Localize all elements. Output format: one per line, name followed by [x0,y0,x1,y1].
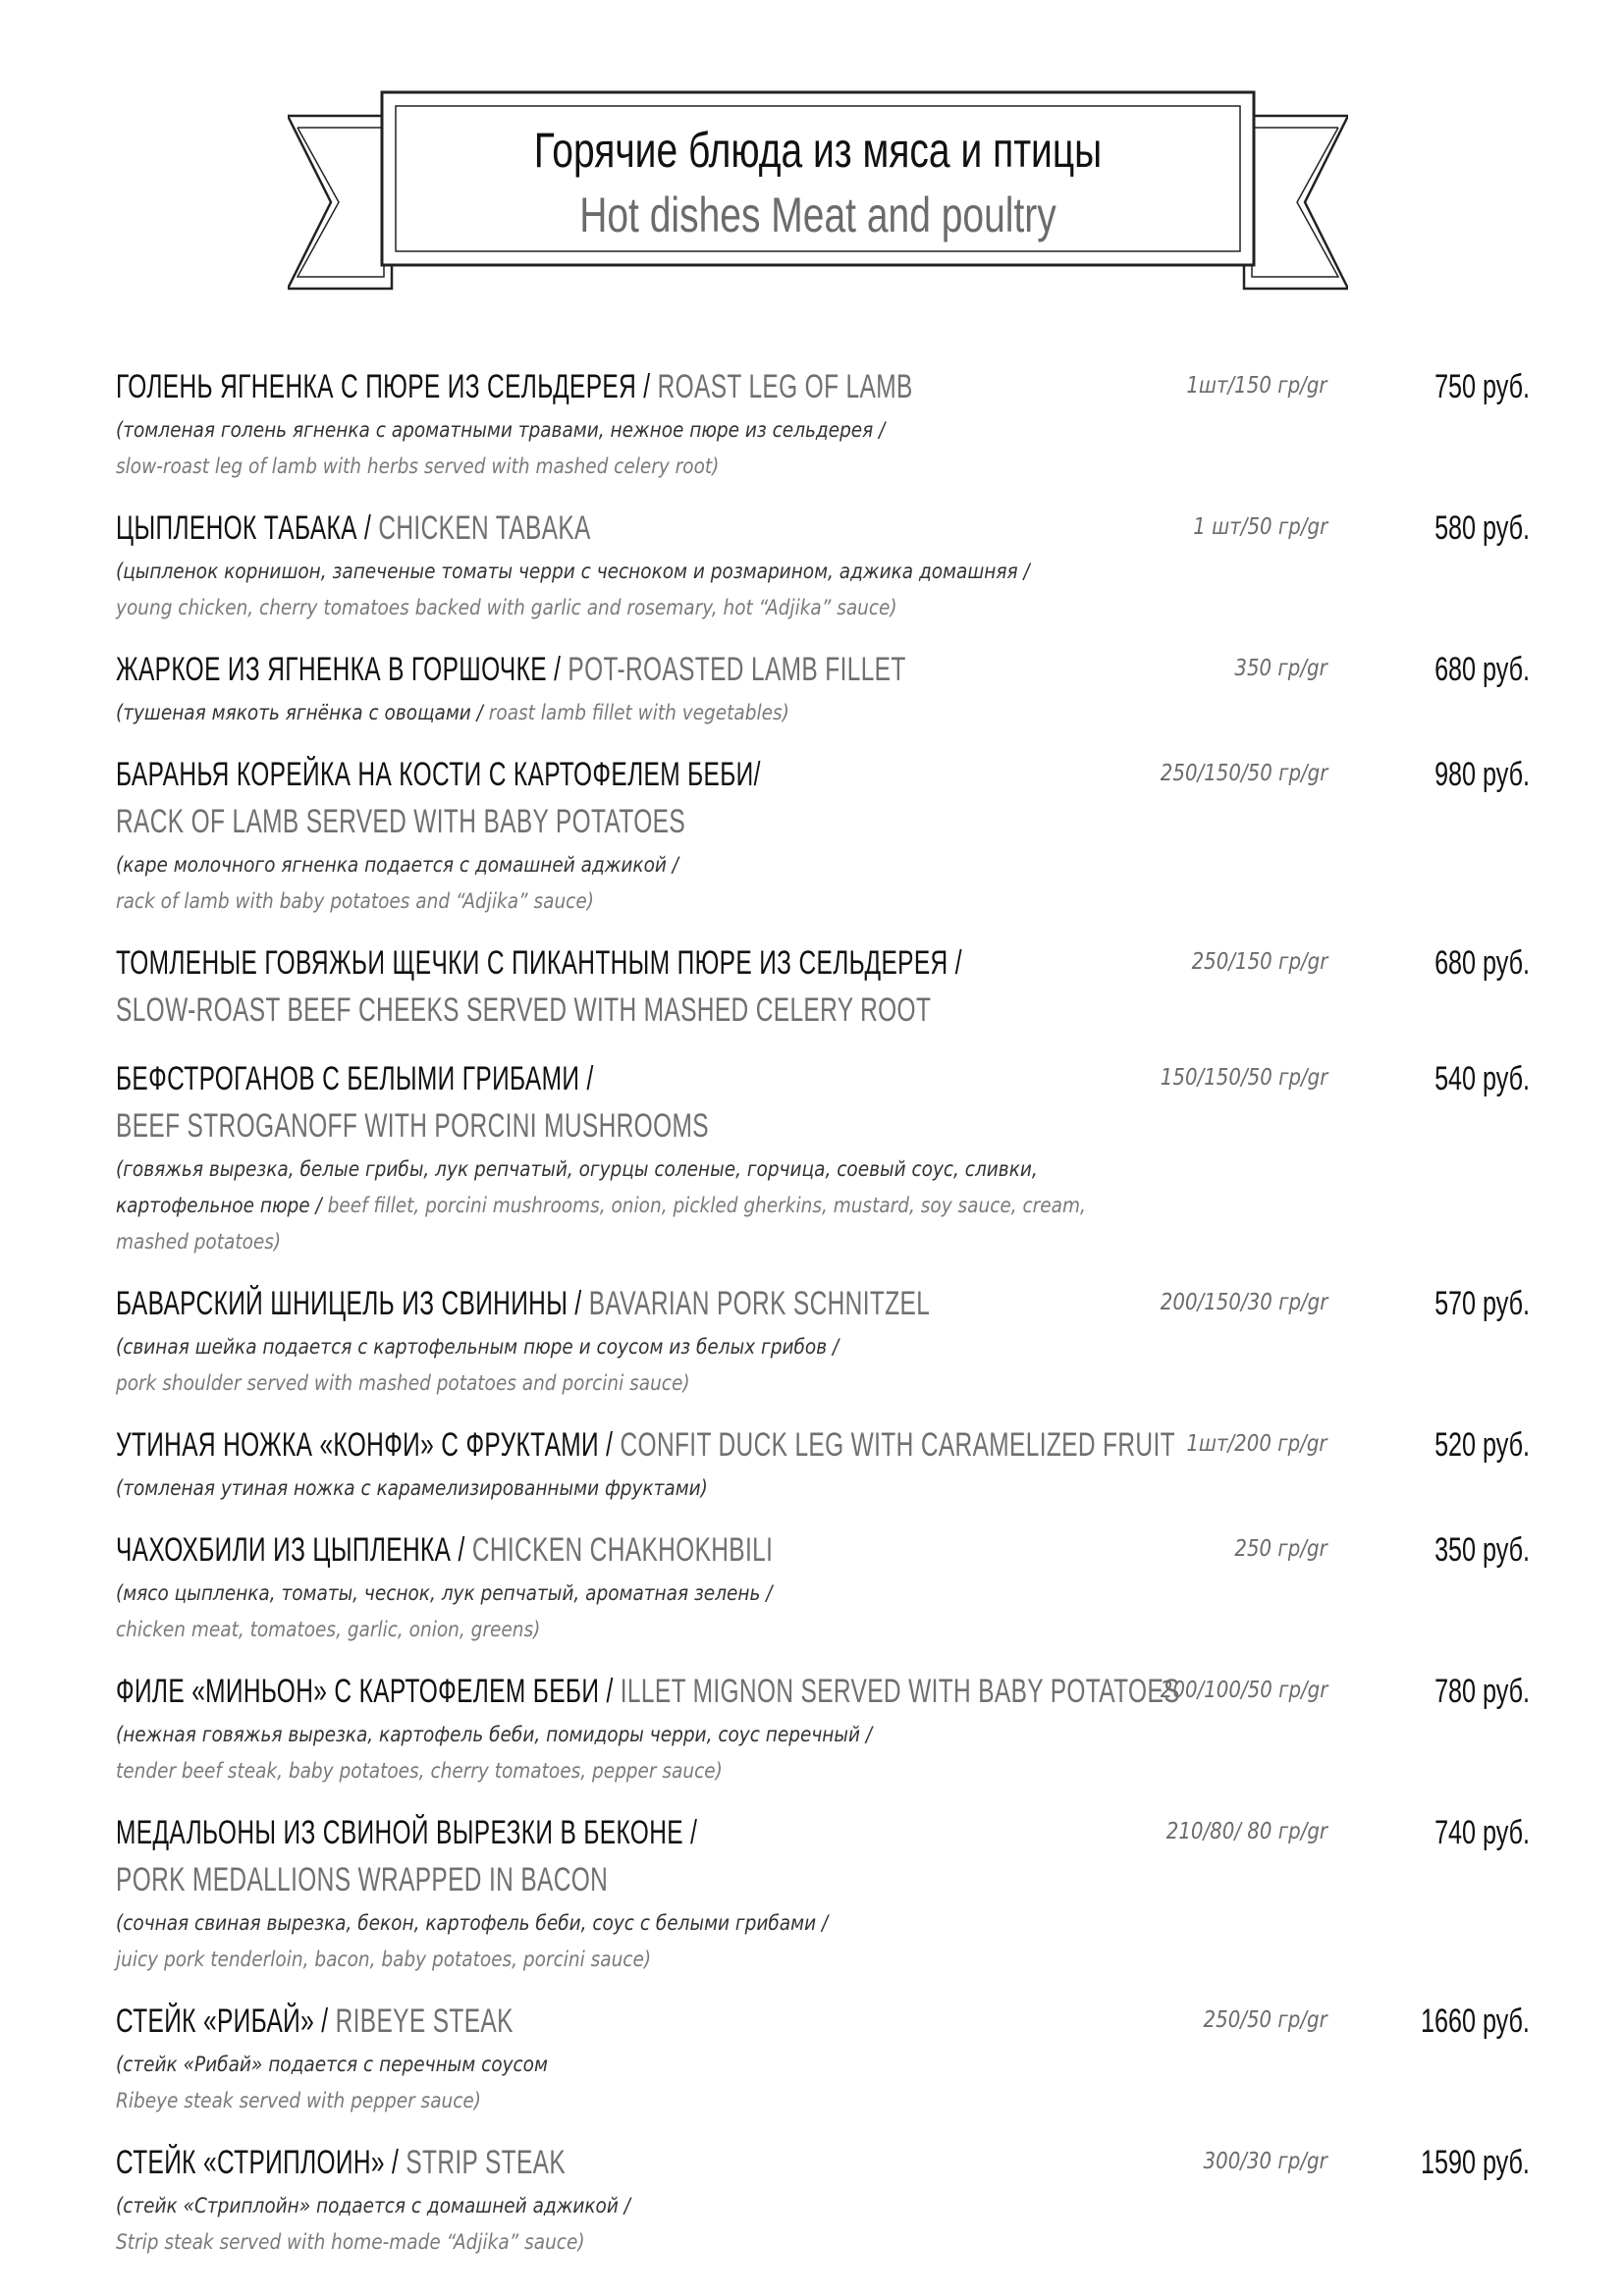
dish-weight: 1 шт/50 гр/gr [1193,514,1327,540]
dish-description-line [116,847,1331,883]
dish-name-separator: / [451,1531,472,1569]
title-en: Hot dishes Meat and poultry [579,187,1056,242]
dish-name [116,1528,773,1572]
dish-description-line [116,1329,1331,1365]
dish-description-line [116,1470,1331,1507]
dish-name-ru: ГОЛЕНЬ ЯГНЕНКА С ПЮРЕ ИЗ СЕЛЬДЕРЕЯ [116,368,637,405]
dish-description-line [116,2083,1331,2119]
dish-description-line [116,883,1331,920]
dish-name-en: CONFIT DUCK LEG WITH CARAMELIZED FRUIT [620,1426,1175,1464]
dish-price: 680 руб. [1435,651,1530,688]
menu-item-header [116,1423,1530,1470]
dish-weight: 1шт/150 гр/gr [1186,373,1327,399]
description-en: beef fillet, porcini mushrooms, onion, pickled gherkins, mustard, soy sauce, cream, [321,1194,1086,1218]
menu-item [116,753,1530,920]
menu-item-header [116,753,1530,800]
dish-name [116,753,761,796]
dish-price: 750 руб. [1435,368,1530,405]
title-ru: Горячие блюда из мяса и птицы [533,123,1103,178]
dish-name [116,2000,514,2043]
dish-name-en: ILLET MIGNON SERVED WITH BABY POTATOES [620,1673,1180,1710]
dish-description-line [116,1151,1331,1188]
dish-name-ru: ТОМЛЕНЫЕ ГОВЯЖЬИ ЩЕЧКИ С ПИКАНТНЫМ ПЮРЕ ИЗ СЕЛЬДЕРЕЯ / [116,944,962,982]
dish-weight: 200/150/30 гр/gr [1160,1290,1327,1315]
menu-item [116,1282,1530,1402]
dish-price: 1590 руб. [1421,2144,1530,2181]
menu-item-header-line2 [116,1858,1530,1905]
dish-name-separator: / [356,509,379,547]
menu-item-header-line2 [116,800,1530,847]
menu-item [116,941,1530,1036]
dish-weight: 250/50 гр/gr [1203,2007,1327,2033]
description-ru: (цыпленок корнишон, запеченые томаты черри с чесноком и розмарином, аджика домашняя / [116,560,1030,584]
menu-item [116,1423,1530,1507]
dish-name-ru: ЧАХОХБИЛИ ИЗ ЦЫПЛЕНКА [116,1531,452,1569]
dish-description-line [116,2224,1331,2261]
dish-name-ru: ЖАРКОЕ ИЗ ЯГНЕНКА В ГОРШОЧКЕ [116,651,547,688]
menu-item-header [116,1811,1530,1858]
dish-name-separator: / [599,1673,621,1710]
description-en: juicy pork tenderloin, bacon, baby potatoes, porcini sauce) [116,1948,652,1972]
menu-item-header-line2 [116,1104,1530,1151]
dish-description-line [116,412,1331,449]
dish-name-separator: / [636,368,658,405]
dish-name-separator: / [546,651,568,688]
description-en: pork shoulder served with mashed potatoes and porcini sauce) [116,1371,690,1396]
dish-name-en [116,800,685,843]
description-ru: (стейк «Стриплойн» подается с домашней аджикой / [116,2194,630,2218]
dish-price: 980 руб. [1435,756,1530,793]
banner-text [519,118,1116,247]
dish-price: 780 руб. [1435,1673,1530,1710]
dish-weight: 1шт/200 гр/gr [1186,1431,1327,1457]
dish-description-line [116,1612,1331,1648]
menu-item [116,365,1530,485]
description-en: tender beef steak, baby potatoes, cherry tomatoes, pepper sauce) [116,1759,723,1784]
dish-weight: 300/30 гр/gr [1203,2149,1327,2174]
menu-item [116,1670,1530,1789]
dish-description-line [116,1575,1331,1612]
dish-name-en: CHICKEN CHAKHOKHBILI [471,1531,774,1569]
description-en: roast lamb fillet with vegetables) [482,701,789,725]
dish-name-en: ROAST LEG OF LAMB [657,368,913,405]
dish-price: 580 руб. [1435,509,1530,547]
dish-price: 570 руб. [1435,1285,1530,1322]
title-banner [288,90,1348,296]
dish-name-separator: / [599,1426,621,1464]
menu-item [116,507,1530,626]
dish-description-line [116,695,1331,731]
dish-description-line [116,1717,1331,1753]
menu-item-header [116,648,1530,695]
dish-name [116,1057,594,1100]
menu-item-header [116,941,1530,988]
dish-name-en-text: BEEF STROGANOFF WITH PORCINI MUSHROOMS [116,1107,709,1145]
menu-list [116,365,1530,2282]
menu-item-header [116,2141,1530,2188]
description-en: slow-roast leg of lamb with herbs served with mashed celery root) [116,454,720,479]
dish-name-en-text: SLOW-ROAST BEEF CHEEKS SERVED WITH MASHED CELERY ROOT [116,991,932,1029]
dish-price: 540 руб. [1435,1060,1530,1097]
dish-name-ru: БАВАРСКИЙ ШНИЦЕЛЬ ИЗ СВИНИНЫ [116,1285,568,1322]
menu-item-header [116,1057,1530,1104]
dish-name [116,1423,1175,1467]
dish-weight: 210/80/ 80 гр/gr [1165,1819,1327,1844]
dish-description-line [116,590,1331,626]
menu-item-header [116,2000,1530,2047]
description-en: Ribeye steak served with pepper sauce) [116,2089,482,2113]
menu-item-header [116,365,1530,412]
dish-description-line [116,1753,1331,1789]
dish-name-ru: ФИЛЕ «МИНЬОН» С КАРТОФЕЛЕМ БЕБИ [116,1673,600,1710]
menu-item-header [116,1528,1530,1575]
dish-name [116,1811,697,1854]
menu-item [116,648,1530,731]
dish-weight: 250/150 гр/gr [1191,949,1327,975]
dish-name [116,1282,930,1325]
description-ru: (мясо цыпленка, томаты, чеснок, лук репчатый, ароматная зелень / [116,1581,773,1606]
description-ru: (говяжья вырезка, белые грибы, лук репчатый, огурцы соленые, горчица, соевый соус, сливки, [116,1157,1038,1182]
dish-name-separator: / [384,2144,406,2181]
description-ru: (томленая голень ягненка с ароматными травами, нежное пюре из сельдерея / [116,418,886,443]
dish-price: 1660 руб. [1421,2002,1530,2040]
dish-name-en: POT-ROASTED LAMB FILLET [568,651,906,688]
dish-description-line [116,1224,1331,1260]
menu-item [116,1811,1530,1978]
description-ru: (стейк «Рибай» подается с перечным соусом [116,2053,548,2077]
dish-description-line [116,1188,1331,1224]
dish-weight: 250 гр/gr [1234,1536,1327,1562]
description-ru: картофельное пюре / [116,1194,322,1218]
description-ru: (нежная говяжья вырезка, картофель беби, помидоры черри, соус перечный / [116,1723,873,1747]
menu-item-header [116,1282,1530,1329]
dish-name-en-text: RACK OF LAMB SERVED WITH BABY POTATOES [116,803,686,840]
dish-name-en: RIBEYE STEAK [335,2002,514,2040]
dish-description-line [116,449,1331,485]
dish-name-separator: / [568,1285,589,1322]
dish-name-ru: БЕФСТРОГАНОВ С БЕЛЫМИ ГРИБАМИ / [116,1060,594,1097]
menu-item-header [116,507,1530,554]
description-en: chicken meat, tomatoes, garlic, onion, greens) [116,1618,541,1642]
dish-name [116,941,962,985]
menu-item-header-line2 [116,988,1530,1036]
dish-description-line [116,1905,1331,1942]
menu-item [116,2000,1530,2119]
dish-name-en: BAVARIAN PORK SCHNITZEL [588,1285,931,1322]
dish-name-en [116,988,931,1032]
dish-name-ru: МЕДАЛЬОНЫ ИЗ СВИНОЙ ВЫРЕЗКИ В БЕКОНЕ / [116,1814,698,1851]
description-en: rack of lamb with baby potatoes and “Adjika” sauce) [116,889,594,914]
description-ru: (тушеная мякоть ягнёнка с овощами / [116,701,483,725]
menu-item [116,2141,1530,2261]
dish-name-en: CHICKEN TABAKA [378,509,591,547]
dish-description-line [116,1365,1331,1402]
menu-item [116,1057,1530,1260]
description-en: Strip steak served with home-made “Adjika” sauce) [116,2230,585,2255]
dish-name [116,365,913,408]
dish-description-line [116,554,1331,590]
dish-price: 350 руб. [1435,1531,1530,1569]
dish-name-ru: БАРАНЬЯ КОРЕЙКА НА КОСТИ С КАРТОФЕЛЕМ БЕБИ/ [116,756,761,793]
dish-description-line [116,2047,1331,2083]
description-ru: (каре молочного ягненка подается с домашней аджикой / [116,853,679,878]
dish-name-ru: СТЕЙК «РИБАЙ» [116,2002,315,2040]
dish-name-separator: / [314,2002,336,2040]
dish-weight: 200/100/50 гр/gr [1160,1678,1327,1703]
description-en: young chicken, cherry tomatoes backed with garlic and rosemary, hot “Adjika” sauce) [116,596,897,620]
dish-name [116,648,906,691]
dish-description-line [116,1942,1331,1978]
dish-weight: 350 гр/gr [1234,656,1327,681]
dish-price: 520 руб. [1435,1426,1530,1464]
description-ru: (сочная свиная вырезка, бекон, картофель беби, соус с белыми грибами / [116,1911,829,1936]
description-en: mashed potatoes) [116,1230,282,1255]
dish-name-en-text: PORK MEDALLIONS WRAPPED IN BACON [116,1861,609,1898]
dish-weight: 250/150/50 гр/gr [1160,761,1327,786]
dish-name-en [116,1858,608,1901]
dish-weight: 150/150/50 гр/gr [1160,1065,1327,1091]
menu-item [116,1528,1530,1648]
dish-name-en: STRIP STEAK [406,2144,567,2181]
menu-item-header [116,1670,1530,1717]
dish-name-ru: СТЕЙК «СТРИПЛОИН» [116,2144,385,2181]
dish-name-ru: УТИНАЯ НОЖКА «КОНФИ» С ФРУКТАМИ [116,1426,600,1464]
dish-price: 740 руб. [1435,1814,1530,1851]
description-ru: (томленая утиная ножка с карамелизированными фруктами) [116,1476,708,1501]
description-ru: (свиная шейка подается с картофельным пюре и соусом из белых грибов / [116,1335,839,1360]
dish-name-ru: ЦЫПЛЕНОК ТАБАКА [116,509,357,547]
dish-name [116,1670,1180,1713]
dish-name-en [116,1104,709,1148]
dish-price: 680 руб. [1435,944,1530,982]
dish-name [116,2141,566,2184]
dish-description-line [116,2188,1331,2224]
dish-name [116,507,591,550]
